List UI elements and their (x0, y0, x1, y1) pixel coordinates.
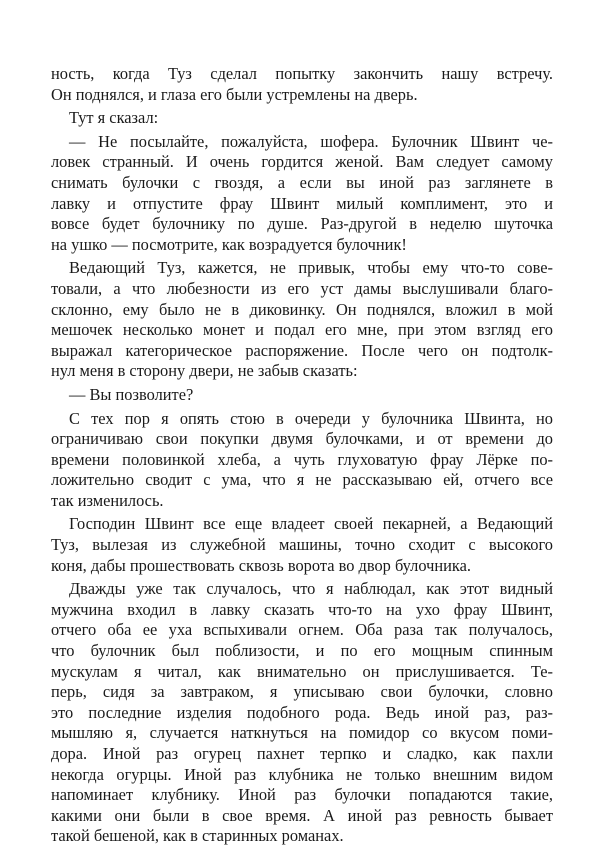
text-line: дора. Иной раз огурец пахнет терпко и сладко, как пахли (51, 744, 553, 763)
paragraph (51, 64, 553, 105)
text-line: нул меня в сторону двери, не забыв сказать: (51, 361, 358, 381)
paragraph (51, 385, 553, 406)
text-line: Туз, вылезая из служебной машины, точно сходит с высокого (51, 535, 553, 555)
text-line: коня, дабы прошествовать сквозь ворота во двор булочника. (51, 555, 471, 575)
text-line: некогда огурцы. Иной раз клубника не только внешним видом (51, 764, 553, 784)
text-line: снимать булочки с гвоздя, а если вы иной раз заглянете в (51, 172, 553, 192)
paragraph (51, 579, 553, 847)
paragraph (51, 108, 553, 129)
book-page (51, 64, 553, 847)
text-line: мужчина входил в лавку сказать что-то на ухо фрау Швинт, (51, 599, 553, 619)
text-line: отчего оба ее уха вспыхивали огнем. Оба раза так получалось, (51, 620, 553, 640)
text-line: ловек странный. И очень гордится женой. Вам следует самому (51, 152, 553, 172)
text-line: что булочник был поблизости, и по его мощным спинным (51, 641, 553, 661)
text-line: так изменилось. (51, 490, 164, 510)
text-line: — Вы позволите? (69, 384, 194, 404)
text-line: ность, когда Туз сделал попытку закончить нашу встречу. (51, 64, 553, 83)
text-line: лавку и отпустите фрау Швинт милый комплимент, это и (51, 193, 553, 213)
text-line: времени половинкой хлеба, а чуть глуховатую фрау Лёрке по- (51, 449, 553, 469)
text-line: напоминает клубнику. Иной раз булочки попадаются такие, (51, 785, 553, 805)
paragraph (51, 514, 553, 576)
text-line: — Не посылайте, пожалуйста, шофера. Булочник Швинт че- (69, 131, 553, 151)
text-line: вовсе будет булочнику по душе. Раз-другой в неделю шуточка (51, 214, 553, 234)
paragraph (51, 409, 553, 512)
text-line: какими они были в свое время. А иной раз ревность бывает (51, 805, 553, 825)
text-line: мешочек несколько монет и подал его мне, при этом взгляд его (51, 320, 553, 340)
text-line: на ушко — посмотрите, как возрадуется булочник! (51, 234, 407, 254)
text-line: мускулам я читал, как внимательно он прислушивается. Те- (51, 661, 553, 681)
text-line: Дважды уже так случалось, что я наблюдал, как этот видный (69, 579, 553, 599)
paragraph (51, 132, 553, 256)
text-line: мышляю я, случается наткнуться на помидор со вкусом поми- (51, 723, 553, 743)
text-line: Ведающий Туз, кажется, не привык, чтобы ему что-то сове- (69, 258, 553, 278)
text-body (51, 64, 553, 847)
text-line: это последние изделия подобного рода. Ведь иной раз, раз- (51, 702, 553, 722)
text-line: выражал категорическое распоряжение. После чего он подтолк- (51, 340, 553, 360)
text-line: склонно, ему было не в диковинку. Он поднялся, вложил в мой (51, 299, 553, 319)
text-line: перь, сидя за завтраком, я уписываю свои булочки, словно (51, 682, 553, 702)
text-line: Он поднялся, и глаза его были устремлены на дверь. (51, 84, 418, 104)
text-line: Господин Швинт все еще владеет своей пекарней, а Ведающий (69, 514, 553, 534)
paragraph (51, 258, 553, 382)
text-line: С тех пор я опять стою в очереди у булочника Швинта, но (69, 408, 553, 428)
text-line: ложительно сводит с ума, что я не рассказываю ей, отчего все (51, 470, 553, 490)
text-line: товали, а что любезности из его уст дамы выслушивали благо- (51, 278, 553, 298)
text-line: ограничиваю свои покупки двумя булочками, и от времени до (51, 429, 553, 449)
text-line: такой бешеной, как в старинных романах. (51, 826, 344, 846)
text-line: Тут я сказал: (69, 108, 159, 128)
